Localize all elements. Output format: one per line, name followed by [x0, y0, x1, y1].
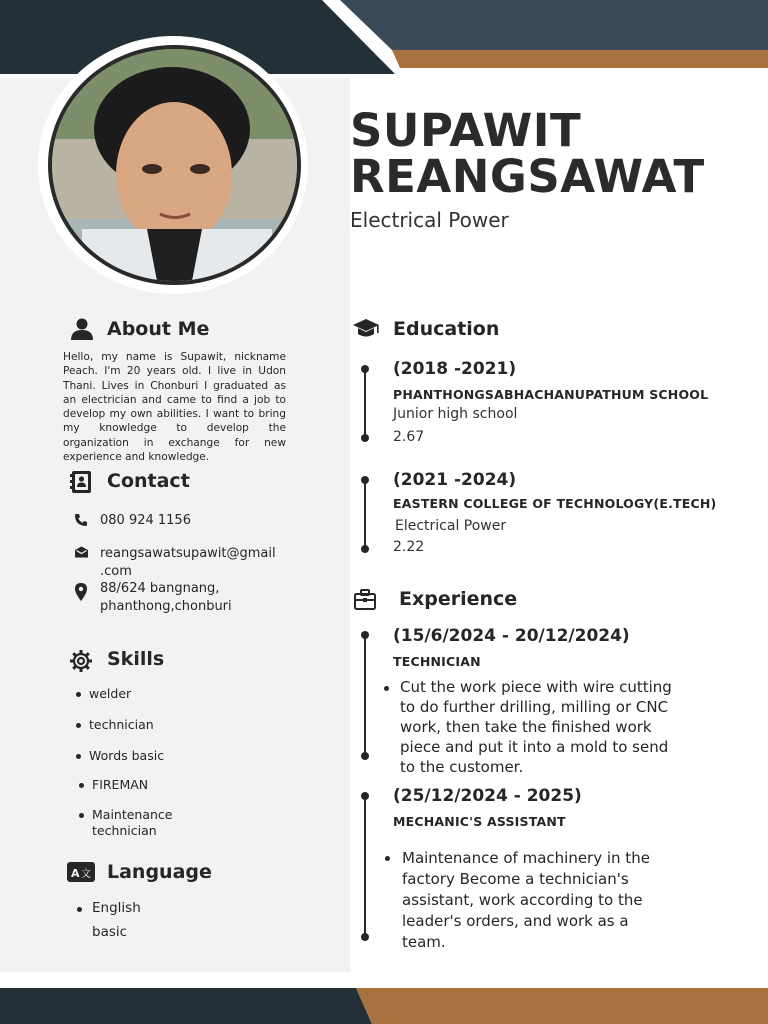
bullet-dot	[79, 783, 84, 788]
bullet-dot	[77, 907, 82, 912]
email-icon	[74, 546, 89, 558]
description-line: leader's orders, and work as a	[402, 912, 629, 930]
description-line: to the customer.	[400, 758, 524, 776]
first-name: SUPAWIT	[350, 104, 582, 157]
timeline-dot	[361, 752, 369, 760]
education-school: PHANTHONGSABHACHANUPATHUM SCHOOL	[393, 387, 709, 402]
gear-icon	[69, 649, 93, 673]
description-line: work, then take the finished work	[400, 718, 652, 736]
skill-item: welder	[89, 686, 132, 701]
location-pin-icon	[75, 583, 87, 601]
about-title: About Me	[107, 318, 210, 340]
skill-item: FIREMAN	[92, 777, 149, 792]
description-line: Maintenance of machinery in the	[402, 849, 650, 867]
education-gpa: 2.67	[393, 429, 425, 445]
bullet-dot	[76, 723, 81, 728]
experience-description	[400, 677, 672, 777]
skill-item: technician	[92, 823, 157, 838]
svg-text:文: 文	[81, 869, 91, 880]
phone-number[interactable]: 080 924 1156	[100, 513, 191, 528]
translate-icon	[67, 862, 95, 884]
description-line: piece and put it into a mold to send	[400, 738, 669, 756]
timeline-line	[364, 479, 366, 549]
contact-book-icon	[70, 470, 92, 494]
profile-photo	[48, 45, 301, 285]
email-address[interactable]	[100, 545, 276, 581]
skill-item: Words basic	[89, 748, 165, 763]
bullet-dot	[385, 856, 390, 861]
experience-description	[402, 848, 650, 953]
bullet-dot	[384, 686, 389, 691]
timeline-dot	[361, 933, 369, 941]
experience-title: Experience	[399, 588, 518, 610]
email-line-2: .com	[100, 564, 132, 579]
education-school: EASTERN COLLEGE OF TECHNOLOGY(E.TECH)	[393, 496, 717, 511]
address-line-2: phanthong,chonburi	[100, 599, 232, 614]
address-line-1: 88/624 bangnang,	[100, 581, 220, 596]
education-title: Education	[393, 318, 500, 340]
experience-date: (15/6/2024 - 20/12/2024)	[393, 626, 630, 646]
language-level: basic	[92, 924, 128, 940]
timeline-line	[364, 368, 366, 438]
phone-icon	[74, 513, 88, 527]
full-name	[350, 104, 705, 203]
experience-date: (25/12/2024 - 2025)	[393, 786, 582, 806]
timeline-dot	[361, 545, 369, 553]
skill-item: technician	[89, 717, 154, 732]
contact-title: Contact	[107, 470, 190, 492]
language-item: English	[92, 900, 141, 916]
timeline-line	[364, 795, 366, 937]
description-line: Cut the work piece with wire cutting	[400, 678, 672, 696]
bullet-dot	[76, 692, 81, 697]
experience-position: TECHNICIAN	[393, 654, 481, 669]
description-line: team.	[402, 933, 446, 951]
description-line: assistant, work according to the	[402, 891, 643, 909]
home-address	[100, 580, 232, 616]
footer-decoration	[0, 988, 768, 1024]
timeline-dot	[361, 434, 369, 442]
description-line: to do further drilling, milling or CNC	[400, 698, 669, 716]
job-role: Electrical Power	[350, 208, 509, 232]
briefcase-icon	[354, 589, 376, 610]
about-text: Hello, my name is Supawit, nickname Peach. I'm 20 years old. I live in Udon Thani. Lives in Chonburi I graduated as an electrician and came to find a job to develop my own abilities. I want to bring my knowledge to develop the organization in exchange for new experience and knowledge.	[63, 351, 286, 464]
skill-item: Maintenance	[92, 807, 173, 822]
skills-title: Skills	[107, 648, 165, 670]
education-level: Junior high school	[393, 406, 518, 422]
person-icon	[70, 318, 94, 340]
experience-position: MECHANIC'S ASSISTANT	[393, 814, 566, 829]
last-name: REANGSAWAT	[350, 150, 705, 203]
email-line-1: reangsawatsupawit@gmail	[100, 546, 276, 561]
bullet-dot	[79, 813, 84, 818]
description-line: factory Become a technician's	[402, 870, 629, 888]
education-date: (2018 -2021)	[393, 359, 517, 379]
language-title: Language	[107, 861, 212, 883]
timeline-line	[364, 634, 366, 756]
education-gpa: 2.22	[393, 539, 425, 555]
svg-text:A: A	[71, 867, 80, 880]
graduation-cap-icon	[352, 318, 380, 340]
education-level: Electrical Power	[395, 518, 507, 534]
bullet-dot	[76, 754, 81, 759]
education-date: (2021 -2024)	[393, 470, 517, 490]
